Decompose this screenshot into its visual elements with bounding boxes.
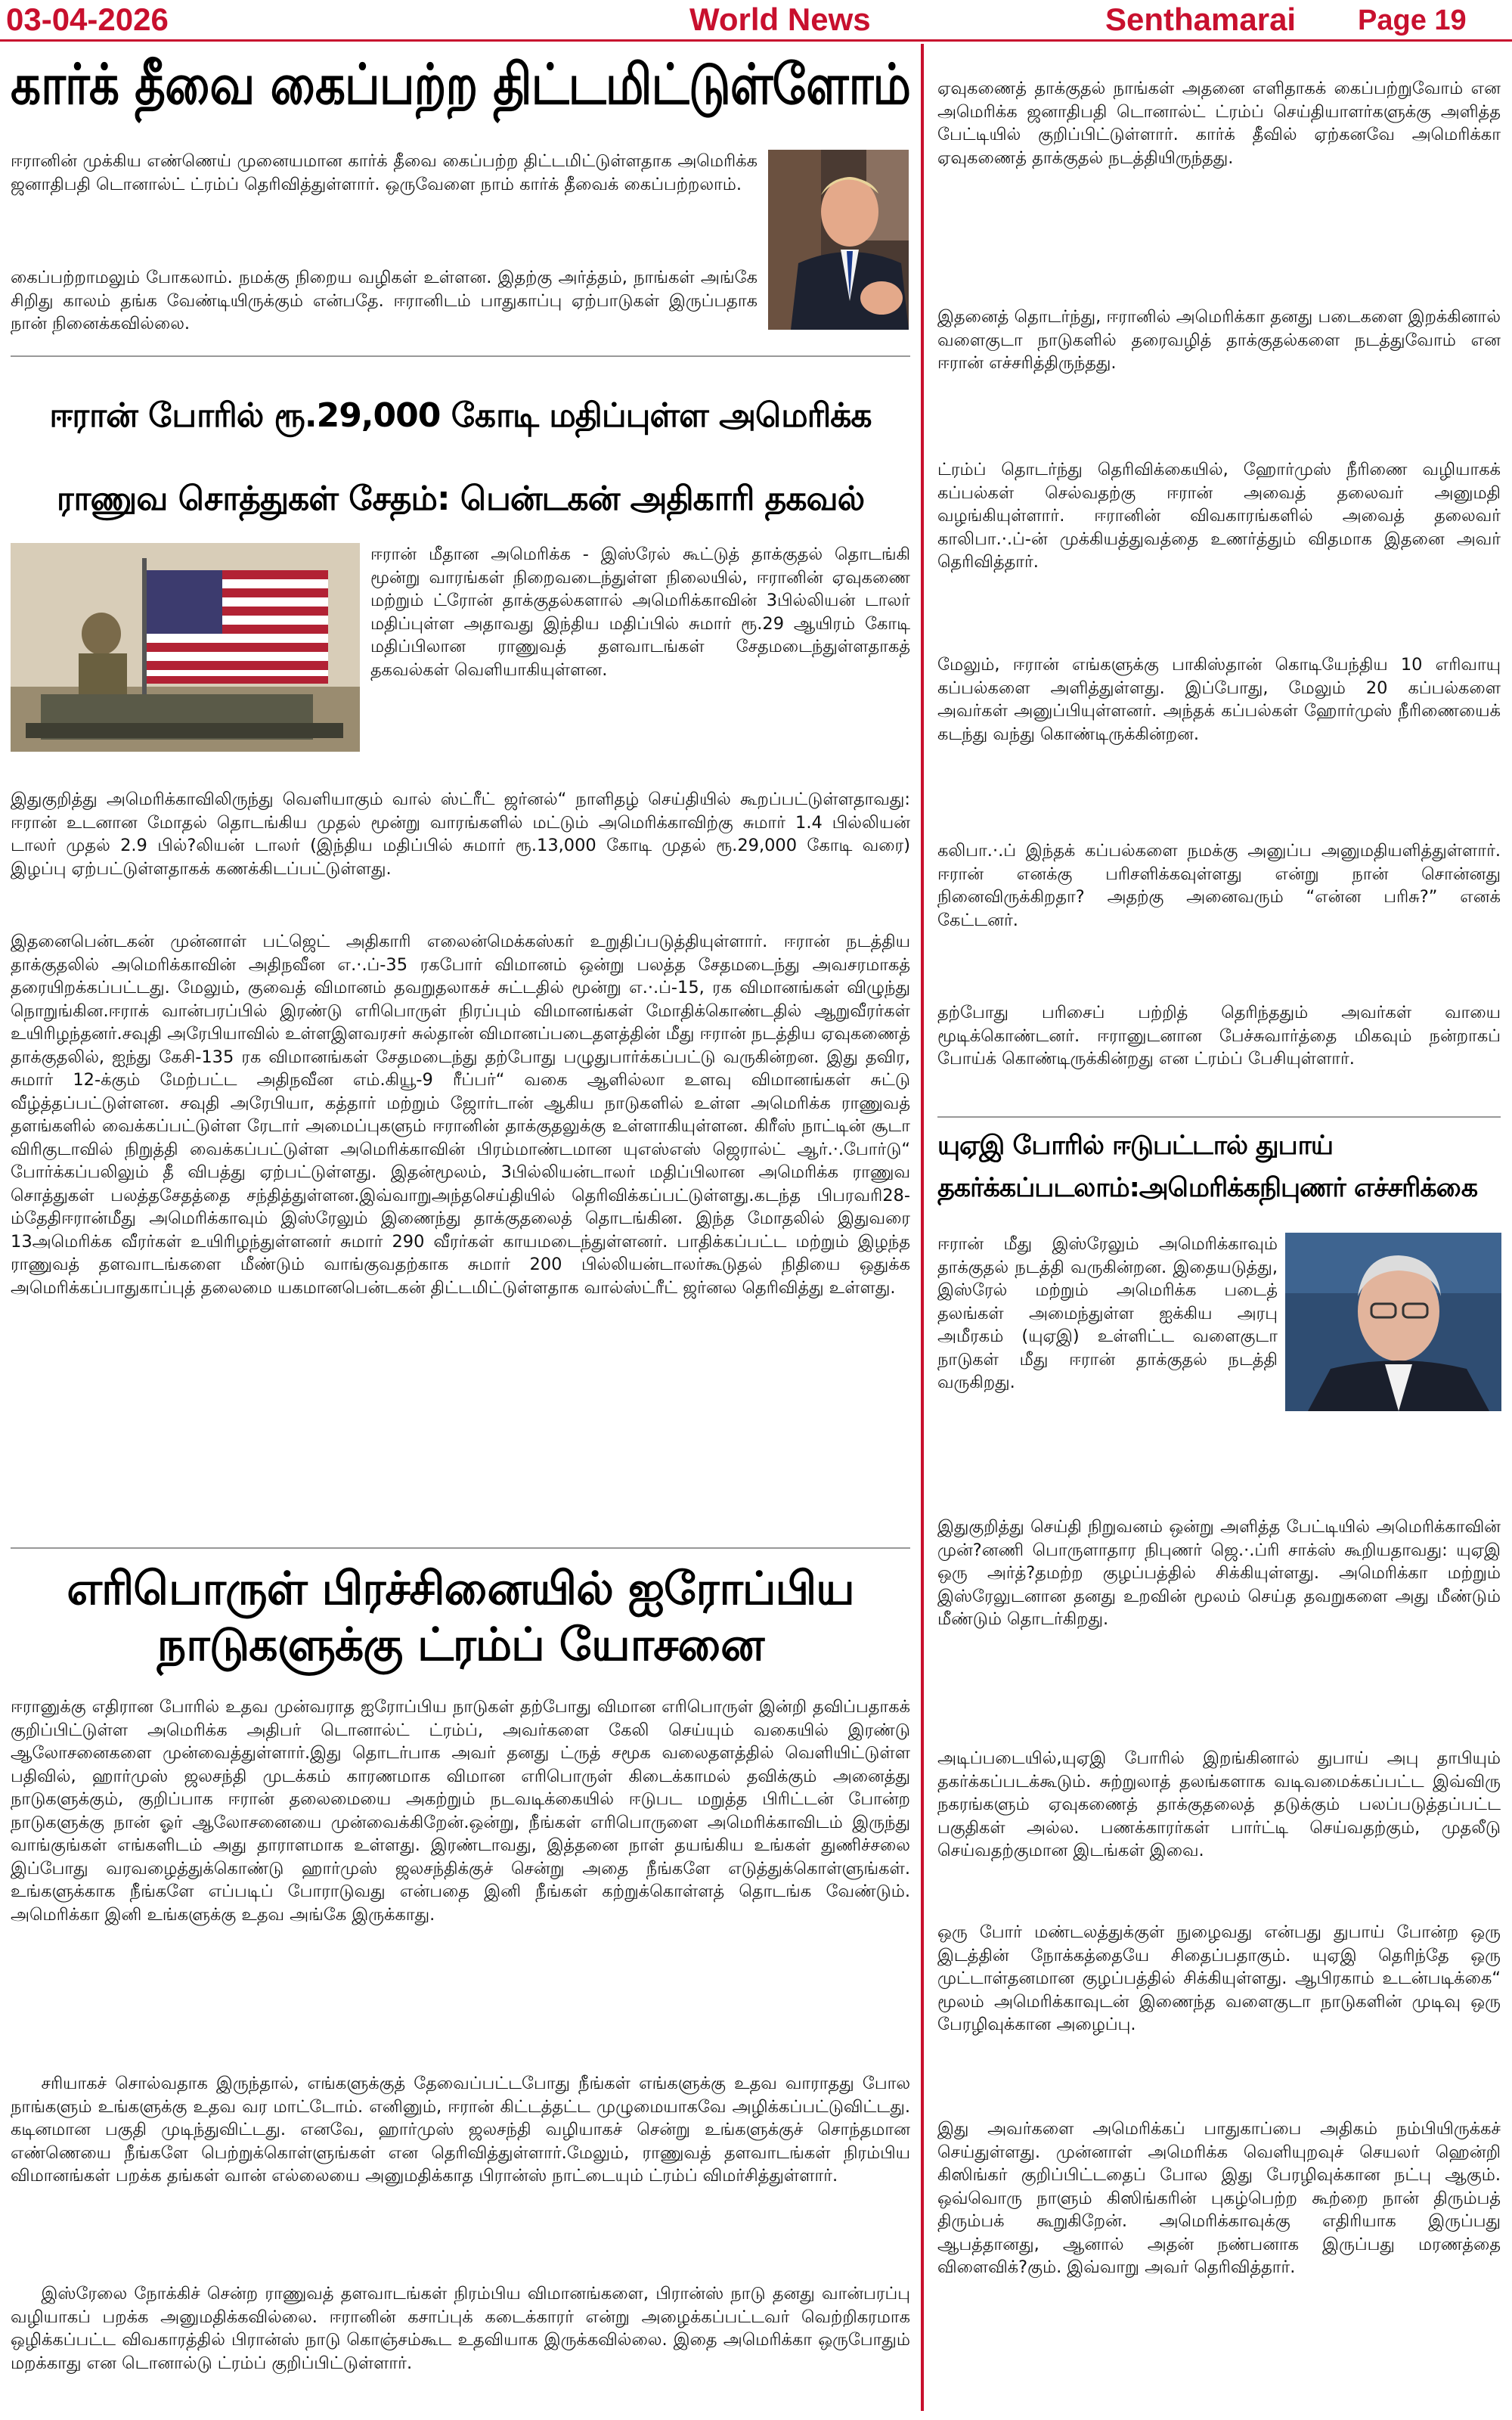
column-divider (921, 44, 924, 2411)
article3-paragraph-3: இஸ்ரேலை நோக்கிச் சென்ற ராணுவத் தளவாடங்கள் நிரம்பிய விமானங்களை, பிரான்ஸ் நாடு தனது வான்பரப்பு வழியாகப் பறக்க அனுமதிக்கவில்லை. ஈரானின் கசாப்புக் கடைக்காரர் என்று அழைக்கப்பட்டவர் வெற்றிகரமாக ஒழிக்கப்பட்ட விவகாரத்தில் பிரான்ஸ் நாடு கொஞ்சம்கூட உதவியாக இருக்கவில்லை. இதை அமெரிக்கா ஒருபோதும் மறக்காது என டொனால்டு ட்ரம்ப் குறிப்பிட்டுள்ளார். (11, 2284, 910, 2373)
article2-divider (11, 1547, 910, 1549)
expert-photo (1285, 1233, 1501, 1411)
article2-headline-line2: ராணுவ சொத்துகள் சேதம்: பென்டகன் அதிகாரி தகவல் (56, 479, 865, 518)
article1-paragraph-2: கைப்பற்றாமலும் போகலாம். நமக்கு நிறைய வழிகள் உள்ளன. இதற்கு அர்த்தம், நாங்கள் அங்கே சிறிது காலம் தங்க வேண்டியிருக்கும் என்பதே. ஈரானிடம் பாதுகாப்பு ஏற்பாடுகள் இருப்பதாக நான் நினைக்கவில்லை. (11, 268, 758, 334)
article3-headline-line2: நாடுகளுக்கு ட்ரம்ப் யோசனை (156, 1618, 764, 1671)
article4-paragraph-5: இது அவர்களை அமெரிக்கப் பாதுகாப்பை அதிகம் நம்பியிருக்கச் செய்துள்ளது. முன்னாள் அமெரிக்க வெளியுறவுச் செயலர் ஹென்றி கிஸிங்கர் குறிப்பிட்டதைப் போல இது பேரழிவுக்கான நட்பு ஆகும். ஒவ்வொரு நாளும் கிஸிங்கரின் புகழ்பெற்ற கூற்றை நான் திரும்பத் திரும்பக் கூறுகிறேன். அமெரிக்காவுக்கு எதிரியாக இருப்பது ஆபத்தானது, ஆனால் அதன் நண்பனாக இருப்பது மரணத்தை விளைவிக்?கும். இவ்வாறு அவர் தெரிவித்தார். (937, 2119, 1501, 2277)
paper-name: Senthamarai (1105, 2, 1297, 37)
article3-headline-line1: எரிபொருள் பிரச்சினையில் ஐரோப்பிய (67, 1562, 854, 1615)
right-divider (937, 1116, 1501, 1118)
page-number: Page 19 (1358, 5, 1467, 36)
article3-paragraph-2: சரியாகச் சொல்வதாக இருந்தால், எங்களுக்குத் தேவைப்பட்டபோது நீங்கள் எங்களுக்கு உதவ வாராதது போல நாங்களும் உங்களுக்கு உதவ வர மாட்டோம். எனினும், ஈரான் கிட்டத்தட்ட முழுமையாகவே அழிக்கப்பட்டுவிட்டது. கடினமான பகுதி முடிந்துவிட்டது. எனவே, ஹார்முஸ் ஜலசந்தி வழியாகச் சென்று உங்களுக்குச் சொந்தமான எண்ணெயை நீங்களே பெற்றுக்கொள்ளுங்கள் என தெரிவித்துள்ளார்.மேலும், ராணுவத் தளவாடங்கள் நிரம்பிய விமானங்கள் பறக்க தங்கள் வான் எல்லையை அனுமதிக்காத பிரான்ஸ் நாட்டையும் ட்ரம்ப் விமர்சித்துள்ளார். (11, 2074, 911, 2186)
issue-date: 03-04-2026 (6, 2, 169, 37)
article3-paragraph-1: ஈரானுக்கு எதிரான போரில் உதவ முன்வராத ஐரோப்பிய நாடுகள் தற்போது விமான எரிபொருள் இன்றி தவிப்பதாகக் குறிப்பிட்டுள்ள அமெரிக்க அதிபர் டொனால்ட் ட்ரம்ப், அவர்களை கேலி செய்யும் வகையில் இரண்டு ஆலோசனைகளை முன்வைத்துள்ளார்.இது தொடர்பாக அவர் தனது ட்ருத் சமூக வலைதளத்தில் வெளியிட்டுள்ள பதிவில், ஹார்முஸ் ஜலசந்தி முடக்கம் காரணமாக விமான எரிபொருள் கிடைக்காமல் தவிக்கும் அனைத்து நாடுகளுக்கும், குறிப்பாக ஈரான் தலைமையை அகற்றும் நடவடிக்கையில் ஈடுபட மறுத்த பிரிட்டன் போன்ற நாடுகளுக்கு நான் ஓர் ஆலோசனையை முன்வைக்கிறேன்.ஒன்று, நீங்கள் எரிபொருளை அமெரிக்காவிடம் இருந்து வாங்குங்கள் எங்களிடம் அது தாராளமாக உள்ளது. இரண்டாவது, இத்தனை நாள் தயங்கிய உங்கள் துணிச்சலை இப்போது வரவழைத்துக்கொண்டு ஹார்முஸ் ஜலசந்திக்குச் சென்று அதை நீங்களே எடுத்துக்கொள்ளுங்கள். உங்களுக்காக நீங்களே எப்படிப் போராடுவது என்பதை இனி நீங்கள் கற்றுக்கொள்ளத் தொடங்க வேண்டும். அமெரிக்கா இனி உங்களுக்கு உதவ அங்கே இருக்காது. (11, 1697, 910, 1925)
section-name: World News (689, 2, 871, 37)
article2-headline-line1: ஈரான் போரில் ரூ.29,000 கோடி மதிப்புள்ள அமெரிக்க (49, 396, 872, 435)
right-paragraph-6: தற்போது பரிசைப் பற்றித் தெரிந்ததும் அவர்கள் வாயை மூடிக்கொண்டனர். ஈரானுடனான பேச்சுவார்த்தை மிகவும் நன்றாகப் போய்க் கொண்டிருக்கின்றது என ட்ரம்ப் பேசியுள்ளார். (937, 1003, 1501, 1069)
right-paragraph-4: மேலும், ஈரான் எங்களுக்கு பாகிஸ்தான் கொடியேந்திய 10 எரிவாயு கப்பல்களை அளித்துள்ளது. இப்போது, மேலும் 20 கப்பல்களை அவர்கள் அனுப்பியுள்ளனர். அந்தக் கப்பல்கள் ஹோர்முஸ் நீரிணையைக் கடந்து வந்து கொண்டிருக்கின்றன. (937, 655, 1501, 744)
article4-paragraph-1: ஈரான் மீது இஸ்ரேலும் அமெரிக்காவும் தாக்குதல் நடத்தி வருகின்றன. இதையடுத்து, இஸ்ரேல் மற்றும் அமெரிக்க படைத் தலங்கள் அமைந்துள்ள ஐக்கிய அரபு அமீரகம் (யுஏஇ) உள்ளிட்ட வளைகுடா நாடுகள் மீது ஈரான் தாக்குதல் நடத்தி வருகிறது. (937, 1234, 1278, 1392)
article2-paragraph-3: இதனைபென்டகன் முன்னாள் பட்ஜெட் அதிகாரி எலைன்மெக்கஸ்கர் உறுதிப்படுத்தியுள்ளார். ஈரான் நடத்திய தாக்குதலில் அமெரிக்காவின் அதிநவீன எ.·.ப்-35 ரகபோர் விமானம் ஒன்று பலத்த சேதமடைந்து அவசரமாகத் தரையிறக்கப்பட்டது. மேலும், குவைத் விமானம் தவறுதலாகச் சுட்டதில் மூன்று எ.·.ப்-15, ரக விமானங்கள் விழுந்து நொறுங்கின.ஈராக் வான்பரப்பில் இரண்டு எரிபொருள் நிரப்பும் விமானங்கள் மோதிக்கொண்டதில் ஆறுவீரர்கள் உயிரிழந்தனர்.சவுதி அரேபியாவில் உள்ளஇளவரசர் சுல்தான் விமானப்படைதளத்தின் மீது ஈரான் நடத்திய ஏவுகணைத் தாக்குதலில், ஐந்து கேசி-135 ரக விமானங்கள் சேதமடைந்து தற்போது பழுதுபார்க்கப்பட்டு வருகின்றன. இது தவிர, சுமார் 12-க்கும் மேற்பட்ட அதிநவீன எம்.கியூ-9 ரீப்பர்“ வகை ஆளில்லா உளவு விமானங்கள் சுட்டு வீழ்த்தப்பட்டுள்ளன. சவுதி அரேபியா, கத்தார் மற்றும் ஜோர்டான் ஆகிய நாடுகளில் உள்ள அமெரிக்க ராணுவத் தளங்களில் வைக்கப்பட்டுள்ள ரேடார் அமைப்புகளும் ஈரானின் தாக்குதலுக்கு உள்ளாகியுள்ளன. கிரீஸ் நாட்டின் சூடா விரிகுடாவில் நிறுத்தி வைக்கப்பட்டுள்ள அமெரிக்காவின் பிரம்மாண்டமான யுஎஸ்எஸ் ஜெரால்ட் ஆர்.·.போர்டு“ போர்க்கப்பலிலும் தீ விபத்து ஏற்பட்டுள்ளது. இதன்மூலம், 3பில்லியன்டாலர் மதிப்பிலான அமெரிக்க ராணுவ சொத்துகள் பலத்தசேதத்தை சந்தித்துள்ளன.இவ்வாறுஅந்தசெய்தியில் தெரிவிக்கப்பட்டுள்ளது.கடந்த பிபரவரி28-ம்தேதிஈரான்மீது அமெரிக்காவும் இஸ்ரேலும் இணைந்து தாக்குதலைத் தொடங்கின. இந்த மோதலில் இதுவரை 13அமெரிக்க வீரர்கள் உயிரிழந்துள்ளனர் சுமார் 290 வீரர்கள் காயமடைந்துள்ளனர். பாதிக்கப்பட்ட மற்றும் இழந்த ராணுவத் தளவாடங்களை மீண்டும் வாங்குவதற்காக சுமார் 200 பில்லியன்டாலர்கூடுதல் நிதியை ஒதுக்க அமெரிக்கப்பாதுகாப்புத் தலைமை யகமானபென்டகன் திட்டமிட்டுள்ளதாக வால்ஸ்ட்ரீட் ஜர்னல தெரிவித்து உள்ளது. (11, 932, 910, 1298)
article4-paragraph-3: அடிப்படையில்,யுஏஇ போரில் இறங்கினால் துபாய் அபு தாபியும் தகர்க்கப்படக்கூடும். சுற்றுலாத் தலங்களாக வடிவமைக்கப்பட்ட இவ்விரு நகரங்களும் ஏவுகணைத் தாக்குதலைத் தடுக்கும் பலப்படுத்தப்பட்ட பகுதிகள் அல்ல. பணக்காரர்கள் பார்ட்டி செய்வதற்கும், முதலீடு செய்வதற்குமான இடங்கள் இவை. (937, 1748, 1501, 1860)
article1-paragraph-1: ஈரானின் முக்கிய எண்ணெய் முனையமான கார்க் தீவை கைப்பற்ற திட்டமிட்டுள்ளதாக அமெரிக்க ஜனாதிபதி டொனால்ட் ட்ரம்ப் தெரிவித்துள்ளார். ஒருவேளை நாம் கார்க் தீவைக் கைப்பற்றலாம். (11, 151, 758, 194)
right-paragraph-3: ட்ரம்ப் தொடர்ந்து தெரிவிக்கையில், ஹோர்முஸ் நீரிணை வழியாகக் கப்பல்கள் செல்வதற்கு ஈரான் அவைத் தலைவர் அனுமதி வழங்கியுள்ளார். ஈரானின் விவகாரங்களில் அவைத் தலைவர் காலிபா.·.ப்-ன் முக்கியத்துவத்தை உணர்த்தும் விதமாக இதனை அவர் தெரிவித்தார். (937, 460, 1501, 572)
article1-divider (11, 355, 910, 357)
masthead (0, 0, 1512, 41)
article4-headline-line2: தகர்க்கப்படலாம்:அமெரிக்கநிபுணர் எச்சரிக்கை (937, 1173, 1478, 1203)
masthead-divider (0, 39, 1512, 42)
article4-headline-line1: யுஏஇ போரில் ஈடுபட்டால் துபாய் (937, 1131, 1333, 1161)
right-paragraph-5: கலிபா.·.ப் இந்தக் கப்பல்களை நமக்கு அனுப்ப அனுமதியளித்துள்ளார். ஈரான் எனக்கு பரிசளிக்கவுள்ளது என்று நான் சொன்னது நினைவிருக்கிறதா? அதற்கு அனைவரும் “என்ன பரிசு?” எனக் கேட்டனர். (937, 841, 1501, 930)
article1-headline: கார்க் தீவை கைப்பற்ற திட்டமிட்டுள்ளோம் (11, 52, 911, 117)
article4-paragraph-4: ஒரு போர் மண்டலத்துக்குள் நுழைவது என்பது துபாய் போன்ற ஒரு இடத்தின் நோக்கத்தையே சிதைப்பதாகும். யுஏஇ தெரிந்தே ஒரு முட்டாள்தனமான குழப்பத்தில் சிக்கியுள்ளது. ஆபிரகாம் உடன்படிக்கை“ மூலம் அமெரிக்காவுடன் இணைந்த வளைகுடா நாடுகளின் முடிவு ஒரு பேரழிவுக்கான அழைப்பு. (937, 1922, 1501, 2034)
right-paragraph-1: ஏவுகணைத் தாக்குதல் நாங்கள் அதனை எளிதாகக் கைப்பற்றுவோம் என அமெரிக்க ஜனாதிபதி டொனால்ட் ட்ரம்ப் செய்தியாளர்களுக்கு அளித்த பேட்டியில் குறிப்பிட்டுள்ளார். கார்க் தீவில் ஏற்கனவே அமெரிக்கா ஏவுகணைத் தாக்குதல் நடத்தியிருந்தது. (937, 79, 1501, 168)
article2-paragraph-1: ஈரான் மீதான அமெரிக்க - இஸ்ரேல் கூட்டுத் தாக்குதல் தொடங்கி மூன்று வாரங்கள் நிறைவடைந்துள்ள நிலையில், ஈரானின் ஏவுகணை மற்றும் ட்ரோன் தாக்குதல்களால் அமெரிக்காவின் 3பில்லியன் டாலர் மதிப்புள்ள அதாவது இந்திய மதிப்பில் சுமார் ரூ.29 ஆயிரம் கோடி மதிப்பிலான ராணுவத் தளவாடங்கள் சேதமடைந்துள்ளதாகத் தகவல்கள் வெளியாகியுள்ளன. (370, 544, 910, 680)
article4-paragraph-1a (937, 1233, 1278, 1395)
soldier-flag-photo (11, 543, 360, 752)
right-paragraph-2: இதனைத் தொடர்ந்து, ஈரானில் அமெரிக்கா தனது படைகளை இறக்கினால் வளைகுடா நாடுகளில் தரைவழித் தாக்குதல்களை நடத்துவோம் என ஈரான் எச்சரித்திருந்தது. (937, 307, 1501, 373)
article2-paragraph-2: இதுகுறித்து அமெரிக்காவிலிருந்து வெளியாகும் வால் ஸ்ட்ரீட் ஜர்னல்“ நாளிதழ் செய்தியில் கூறப்பட்டுள்ளதாவது: ஈரான் உடனான மோதல் தொடங்கிய முதல் மூன்று வாரங்களில் மட்டும் அமெரிக்காவிற்கு சுமார் 1.4 பில்லியன் டாலர் முதல் 2.9 பில்?லியன் டாலர் (இந்திய மதிப்பில் சுமார் ரூ.13,000 கோடி முதல் ரூ.29,000 கோடி வரை) இழப்பு ஏற்பட்டுள்ளதாகக் கணக்கிடப்பட்டுள்ளது. (11, 790, 910, 879)
trump-photo (768, 150, 909, 330)
article4-paragraph-2: இதுகுறித்து செய்தி நிறுவனம் ஒன்று அளித்த பேட்டியில் அமெரிக்காவின் முன்?னணி பொருளாதார நிபுணர் ஜெ.·.ப்ரி சாக்ஸ் கூறியதாவது: யுஏஇ ஒரு அர்த்?தமற்ற குழப்பத்தில் சிக்கியுள்ளது. அமெரிக்கா மற்றும் இஸ்ரேலுடனான தனது உறவின் மூலம் செய்த தவறுகளை அது மீண்டும் மீண்டும் தொடர்கிறது. (937, 1517, 1501, 1629)
